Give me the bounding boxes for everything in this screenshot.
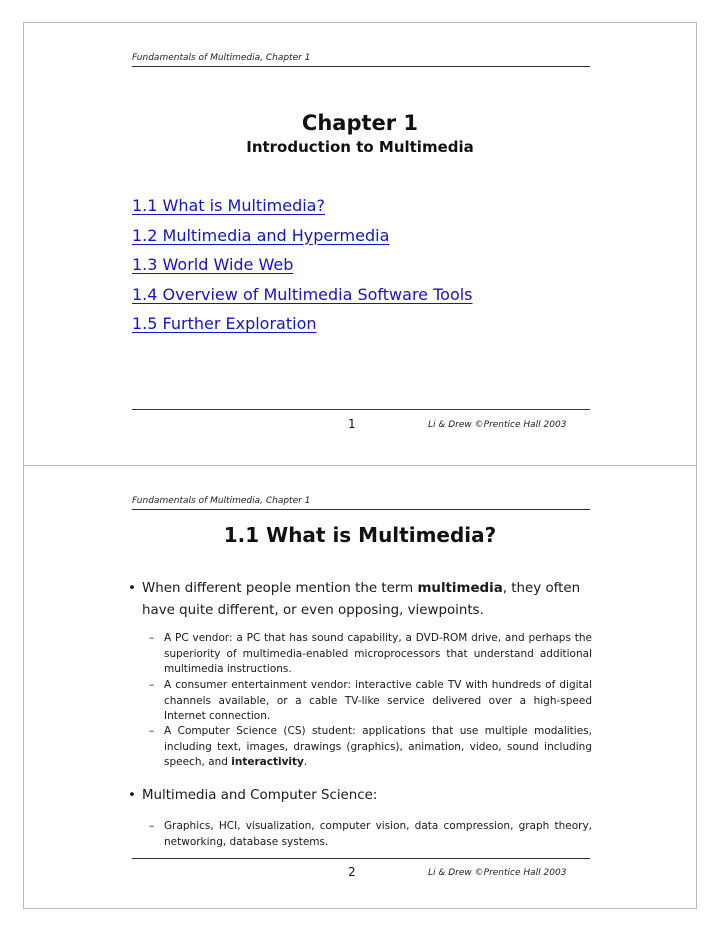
slide-2 [23,465,697,909]
sub-item-text: A PC vendor: a PC that has sound capability, a DVD-ROM drive, and perhaps the superiority of multimedia-enabled microprocessors that understand additional multimedia instructions. [164,632,592,675]
toc-link-1-1[interactable]: 1.1 What is Multimedia? [132,196,325,215]
bullet-item-1 [128,578,592,622]
bullet-icon: • [128,581,136,596]
page-number: 1 [348,417,356,431]
dash-icon: – [149,679,155,691]
toc-item [132,226,473,256]
toc-item [132,314,473,344]
table-of-contents [132,196,473,344]
footer-rule [132,409,590,410]
chapter-subtitle: Introduction to Multimedia [246,138,474,156]
bullet-icon: • [128,788,136,803]
slide-1 [23,22,697,466]
dash-icon: – [149,725,155,737]
sub-item-text: Graphics, HCI, visualization, computer vision, data compression, graph theory, networking, database systems. [164,820,592,848]
bold-term: interactivity [231,756,304,768]
sub-item-text: A consumer entertainment vendor: interactive cable TV with hundreds of digital channels available, or a cable TV-like service delivered over a high-speed Internet connection. [164,679,592,722]
toc-item [132,255,473,285]
sub-item-consumer-vendor [149,678,592,725]
sub-item-pc-vendor [149,631,592,678]
page-number: 2 [348,865,356,879]
sub-item-text: . [303,756,308,768]
toc-link-1-3[interactable]: 1.3 World Wide Web [132,255,294,274]
bullet-text: , they often have quite different, or even opposing, viewpoints. [142,581,581,618]
bullet-text: When different people mention the term [142,581,418,596]
running-head: Fundamentals of Multimedia, Chapter 1 [132,496,590,510]
dash-icon: – [149,632,155,644]
copyright-notice: Li & Drew ©Prentice Hall 2003 [428,868,567,878]
toc-link-1-5[interactable]: 1.5 Further Exploration [132,314,317,333]
bullet-item-2 [128,785,592,807]
toc-item [132,285,473,315]
sub-item-cs-fields [149,819,592,850]
section-title: 1.1 What is Multimedia? [223,523,497,547]
chapter-title: Chapter 1 [301,111,419,135]
running-head: Fundamentals of Multimedia, Chapter 1 [132,53,590,67]
sub-item-cs-student [149,724,592,771]
bullet-text: Multimedia and Computer Science: [142,788,378,803]
sub-item-text: A Computer Science (CS) student: applications that use multiple modalities, including text, images, drawings (graphics), animation, video, sound including speech, and [164,725,592,768]
toc-link-1-2[interactable]: 1.2 Multimedia and Hypermedia [132,225,390,245]
toc-item [132,196,473,226]
footer-rule [132,858,590,859]
dash-icon: – [149,820,155,832]
copyright-notice: Li & Drew ©Prentice Hall 2003 [428,420,567,430]
bold-term: multimedia [417,581,503,596]
toc-link-1-4[interactable]: 1.4 Overview of Multimedia Software Tools [132,284,473,304]
